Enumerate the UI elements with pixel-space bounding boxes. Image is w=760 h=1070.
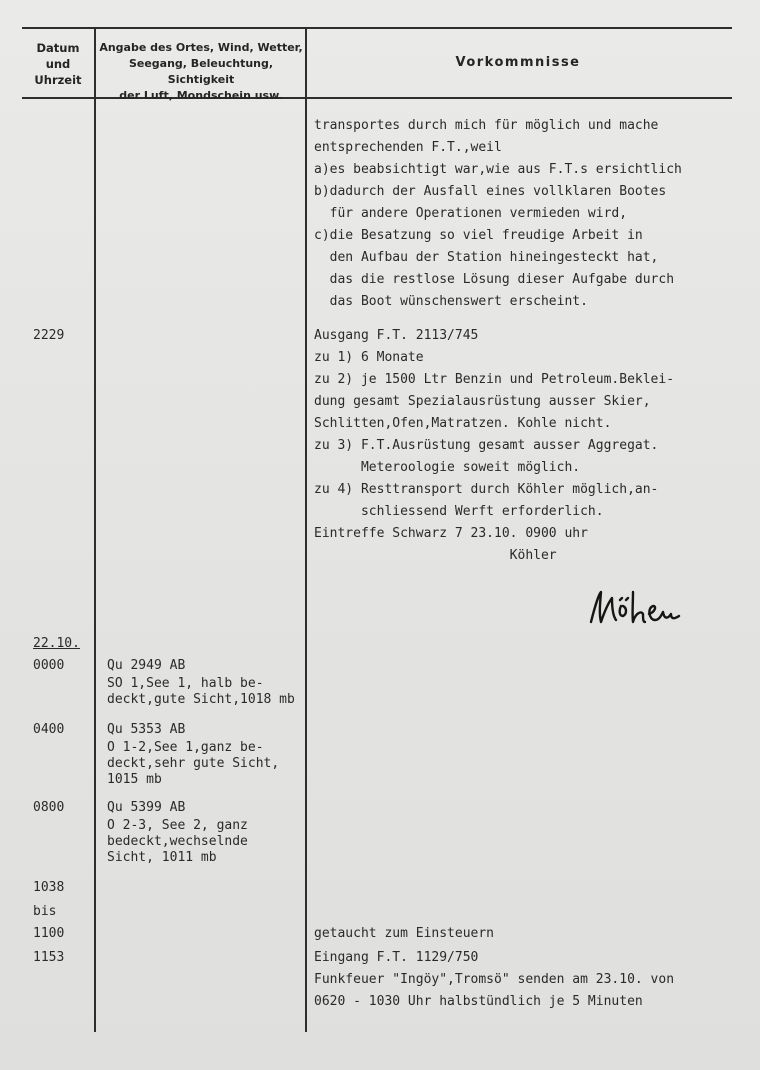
entry-time: 22.10. — [33, 636, 80, 651]
entry-event-text: schliessend Werft erforderlich. — [314, 504, 604, 519]
entry-location-weather: deckt,sehr gute Sicht, — [107, 756, 280, 771]
entry-event-text: dung gesamt Spezialausrüstung ausser Skier, — [314, 394, 651, 409]
entry-event-text: für andere Operationen vermieden wird, — [314, 206, 628, 221]
header-location-weather: Angabe des Ortes, Wind, Wetter, Seegang, Beleuchtung, Sichtigkeit der Luft, Mondschein usw. — [99, 41, 303, 102]
entry-event-text: den Aufbau der Station hineingesteckt hat, — [314, 250, 659, 265]
entry-event-text: 0620 - 1030 Uhr halbstündlich je 5 Minuten — [314, 994, 643, 1009]
entry-location-weather: SO 1,See 1, halb be- — [107, 676, 264, 691]
entry-location-weather: Sicht, 1011 mb — [107, 850, 217, 865]
entry-event-text: Köhler — [314, 548, 557, 563]
entry-location-weather: bedeckt,wechselnde — [107, 834, 248, 849]
entry-time: bis — [33, 904, 57, 919]
entry-event-text: a)es beabsichtigt war,wie aus F.T.s ersichtlich — [314, 162, 682, 177]
header-events: Vorkommnisse — [455, 55, 581, 70]
entry-event-text: zu 2) je 1500 Ltr Benzin und Petroleum.Beklei- — [314, 372, 675, 387]
entry-event-text: zu 3) F.T.Ausrüstung gesamt ausser Aggregat. — [314, 438, 659, 453]
entry-event-text: Eingang F.T. 1129/750 — [314, 950, 479, 965]
entry-time: 1038 — [33, 880, 65, 895]
header-top-rule — [22, 27, 732, 29]
entry-time: 1100 — [33, 926, 65, 941]
entry-location-weather: Qu 2949 AB — [107, 658, 186, 673]
entry-event-text: das die restlose Lösung dieser Aufgabe durch — [314, 272, 675, 287]
entry-event-text: b)dadurch der Ausfall eines vollklaren Bootes — [314, 184, 667, 199]
entry-event-text: Meteroologie soweit möglich. — [314, 460, 581, 475]
entry-location-weather: Qu 5399 AB — [107, 800, 186, 815]
entry-event-text: Schlitten,Ofen,Matratzen. Kohle nicht. — [314, 416, 612, 431]
entry-time: 1153 — [33, 950, 65, 965]
entry-event-text: Funkfeuer "Ingöy",Tromsö" senden am 23.10. von — [314, 972, 675, 987]
entry-location-weather: O 1-2,See 1,ganz be- — [107, 740, 264, 755]
entry-location-weather: O 2-3, See 2, ganz — [107, 818, 248, 833]
column-divider-1 — [94, 27, 96, 1032]
entry-time: 0000 — [33, 658, 65, 673]
entry-event-text: Ausgang F.T. 2113/745 — [314, 328, 479, 343]
entry-event-text: das Boot wünschenswert erscheint. — [314, 294, 588, 309]
header-date-time: Datum und Uhrzeit — [34, 41, 82, 87]
entry-location-weather: Qu 5353 AB — [107, 722, 186, 737]
entry-event-text: Eintreffe Schwarz 7 23.10. 0900 uhr — [314, 526, 588, 541]
entry-time: 0800 — [33, 800, 65, 815]
entry-event-text: zu 4) Resttransport durch Köhler möglich,an- — [314, 482, 659, 497]
entry-event-text: getaucht zum Einsteuern — [314, 926, 495, 941]
entry-time: 0400 — [33, 722, 65, 737]
entry-event-text: zu 1) 6 Monate — [314, 350, 424, 365]
entry-location-weather: deckt,gute Sicht,1018 mb — [107, 692, 295, 707]
handwritten-signature — [585, 584, 685, 634]
entry-event-text: entsprechenden F.T.,weil — [314, 140, 502, 155]
column-divider-2 — [305, 27, 307, 1032]
entry-time: 2229 — [33, 328, 65, 343]
entry-location-weather: 1015 mb — [107, 772, 162, 787]
entry-event-text: transportes durch mich für möglich und mache — [314, 118, 659, 133]
entry-event-text: c)die Besatzung so viel freudige Arbeit in — [314, 228, 643, 243]
